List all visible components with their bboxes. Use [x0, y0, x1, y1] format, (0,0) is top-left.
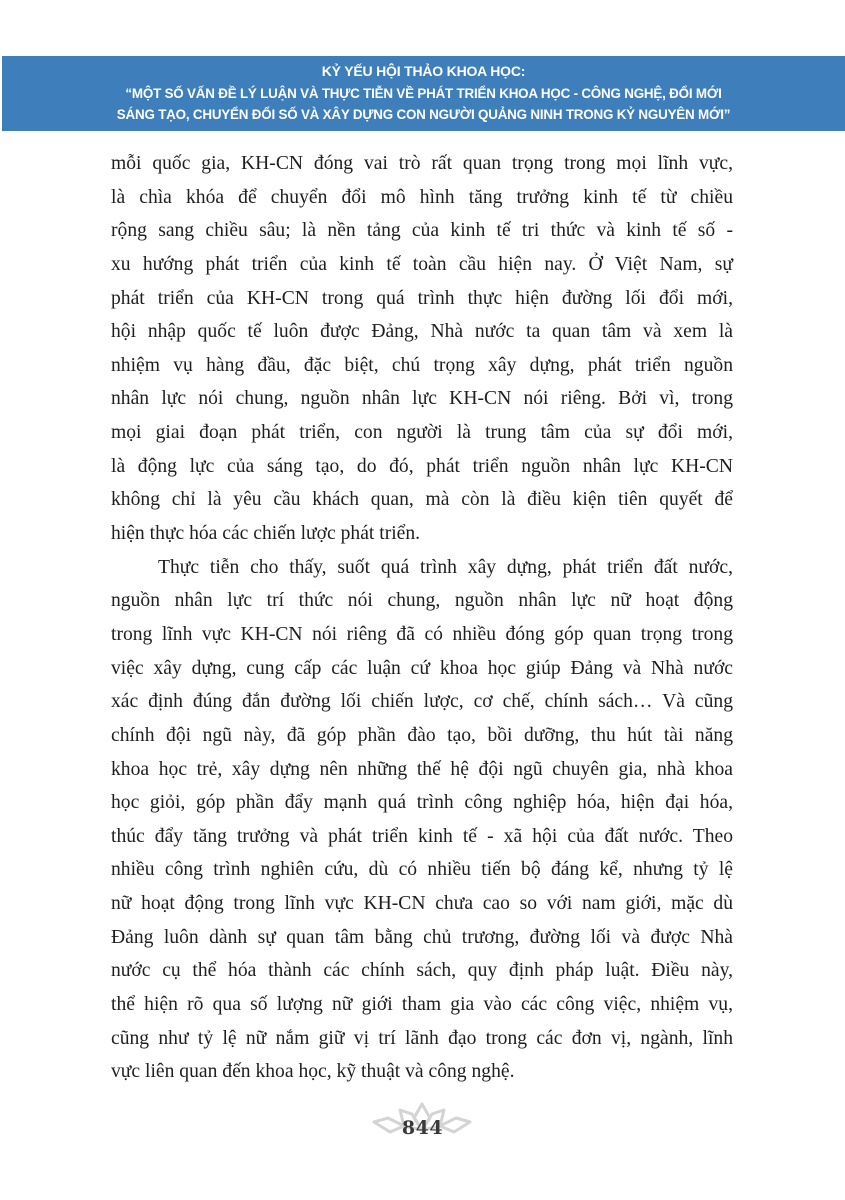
- text-line: Đảng luôn dành sự quan tâm bằng chủ trương, đường lối và được Nhà: [111, 926, 733, 948]
- page-number: 844: [401, 1117, 444, 1139]
- conference-subtitle-line-2: SÁNG TẠO, CHUYỂN ĐỔI SỐ VÀ XÂY DỰNG CON NGƯỜI QUẢNG NINH TRONG KỶ NGUYÊN MỚI”: [116, 107, 731, 122]
- text-line: việc xây dựng, cung cấp các luận cứ khoa học giúp Đảng và Nhà nước: [111, 657, 733, 679]
- text-line: thể hiện rõ qua số lượng nữ giới tham gia vào các công việc, nhiệm vụ,: [111, 994, 733, 1016]
- proceedings-title: KỶ YẾU HỘI THẢO KHOA HỌC:: [321, 63, 526, 79]
- body-text: [111, 147, 733, 1089]
- text-line: nguồn nhân lực trí thức nói chung, nguồn nhân lực nữ hoạt động: [111, 590, 733, 612]
- text-line: nhiệm vụ hàng đầu, đặc biệt, chú trọng xây dựng, phát triển nguồn: [111, 354, 733, 376]
- text-line: mọi giai đoạn phát triển, con người là trung tâm của sự đổi mới,: [111, 422, 733, 444]
- text-line: trong lĩnh vực KH-CN nói riêng đã có nhiều đóng góp quan trọng trong: [111, 623, 733, 645]
- text-line: vực liên quan đến khoa học, kỹ thuật và công nghệ.: [111, 1061, 515, 1083]
- conference-subtitle-line-1: “MỘT SỐ VẤN ĐỀ LÝ LUẬN VÀ THỰC TIỄN VỀ PHÁT TRIỂN KHOA HỌC - CÔNG NGHỆ, ĐỔI MỚI: [125, 85, 722, 101]
- text-line: nhân lực nói chung, nguồn nhân lực KH-CN nói riêng. Bởi vì, trong: [111, 388, 733, 410]
- text-line: nhiều công trình nghiên cứu, dù có nhiều tiến bộ đáng kể, nhưng tỷ lệ: [111, 859, 733, 881]
- text-line: Thực tiễn cho thấy, suốt quá trình xây dựng, phát triển đất nước,: [158, 556, 733, 578]
- text-line: học giỏi, góp phần đẩy mạnh quá trình công nghiệp hóa, hiện đại hóa,: [111, 792, 733, 814]
- text-line: khoa học trẻ, xây dựng nên những thế hệ đội ngũ chuyên gia, nhà khoa: [111, 758, 733, 780]
- text-line: xác định đúng đắn đường lối chiến lược, cơ chế, chính sách… Và cũng: [111, 691, 733, 713]
- text-line: cũng như tỷ lệ nữ nắm giữ vị trí lãnh đạo trong các đơn vị, ngành, lĩnh: [111, 1027, 733, 1049]
- text-line: hiện thực hóa các chiến lược phát triển.: [111, 523, 421, 545]
- paragraph-2: [111, 551, 733, 1089]
- text-line: chính đội ngũ này, đã góp phần đào tạo, bồi dưỡng, thu hút tài năng: [111, 724, 733, 746]
- page-footer: [370, 1100, 475, 1145]
- text-line: thúc đẩy tăng trưởng và phát triển kinh tế - xã hội của đất nước. Theo: [111, 825, 733, 847]
- text-line: mỗi quốc gia, KH-CN đóng vai trò rất quan trọng trong mọi lĩnh vực,: [111, 153, 733, 174]
- text-line: hội nhập quốc tế luôn được Đảng, Nhà nước ta quan tâm và xem là: [111, 321, 733, 343]
- text-line: phát triển của KH-CN trong quá trình thực hiện đường lối đổi mới,: [111, 287, 733, 309]
- text-line: nữ hoạt động trong lĩnh vực KH-CN chưa cao so với nam giới, mặc dù: [111, 893, 733, 915]
- text-line: là chìa khóa để chuyển đổi mô hình tăng trưởng kinh tế từ chiều: [111, 186, 733, 208]
- text-line: rộng sang chiều sâu; là nền tảng của kinh tế tri thức và kinh tế số -: [111, 220, 733, 242]
- text-line: nước cụ thể hóa thành các chính sách, quy định pháp luật. Điều này,: [111, 960, 733, 982]
- paragraph-1: [111, 147, 733, 551]
- text-line: không chỉ là yêu cầu khách quan, mà còn là điều kiện tiên quyết để: [111, 489, 733, 511]
- header-banner: [2, 56, 845, 131]
- text-line: xu hướng phát triển của kinh tế toàn cầu hiện nay. Ở Việt Nam, sự: [111, 253, 733, 275]
- text-line: là động lực của sáng tạo, do đó, phát triển nguồn nhân lực KH-CN: [111, 455, 733, 477]
